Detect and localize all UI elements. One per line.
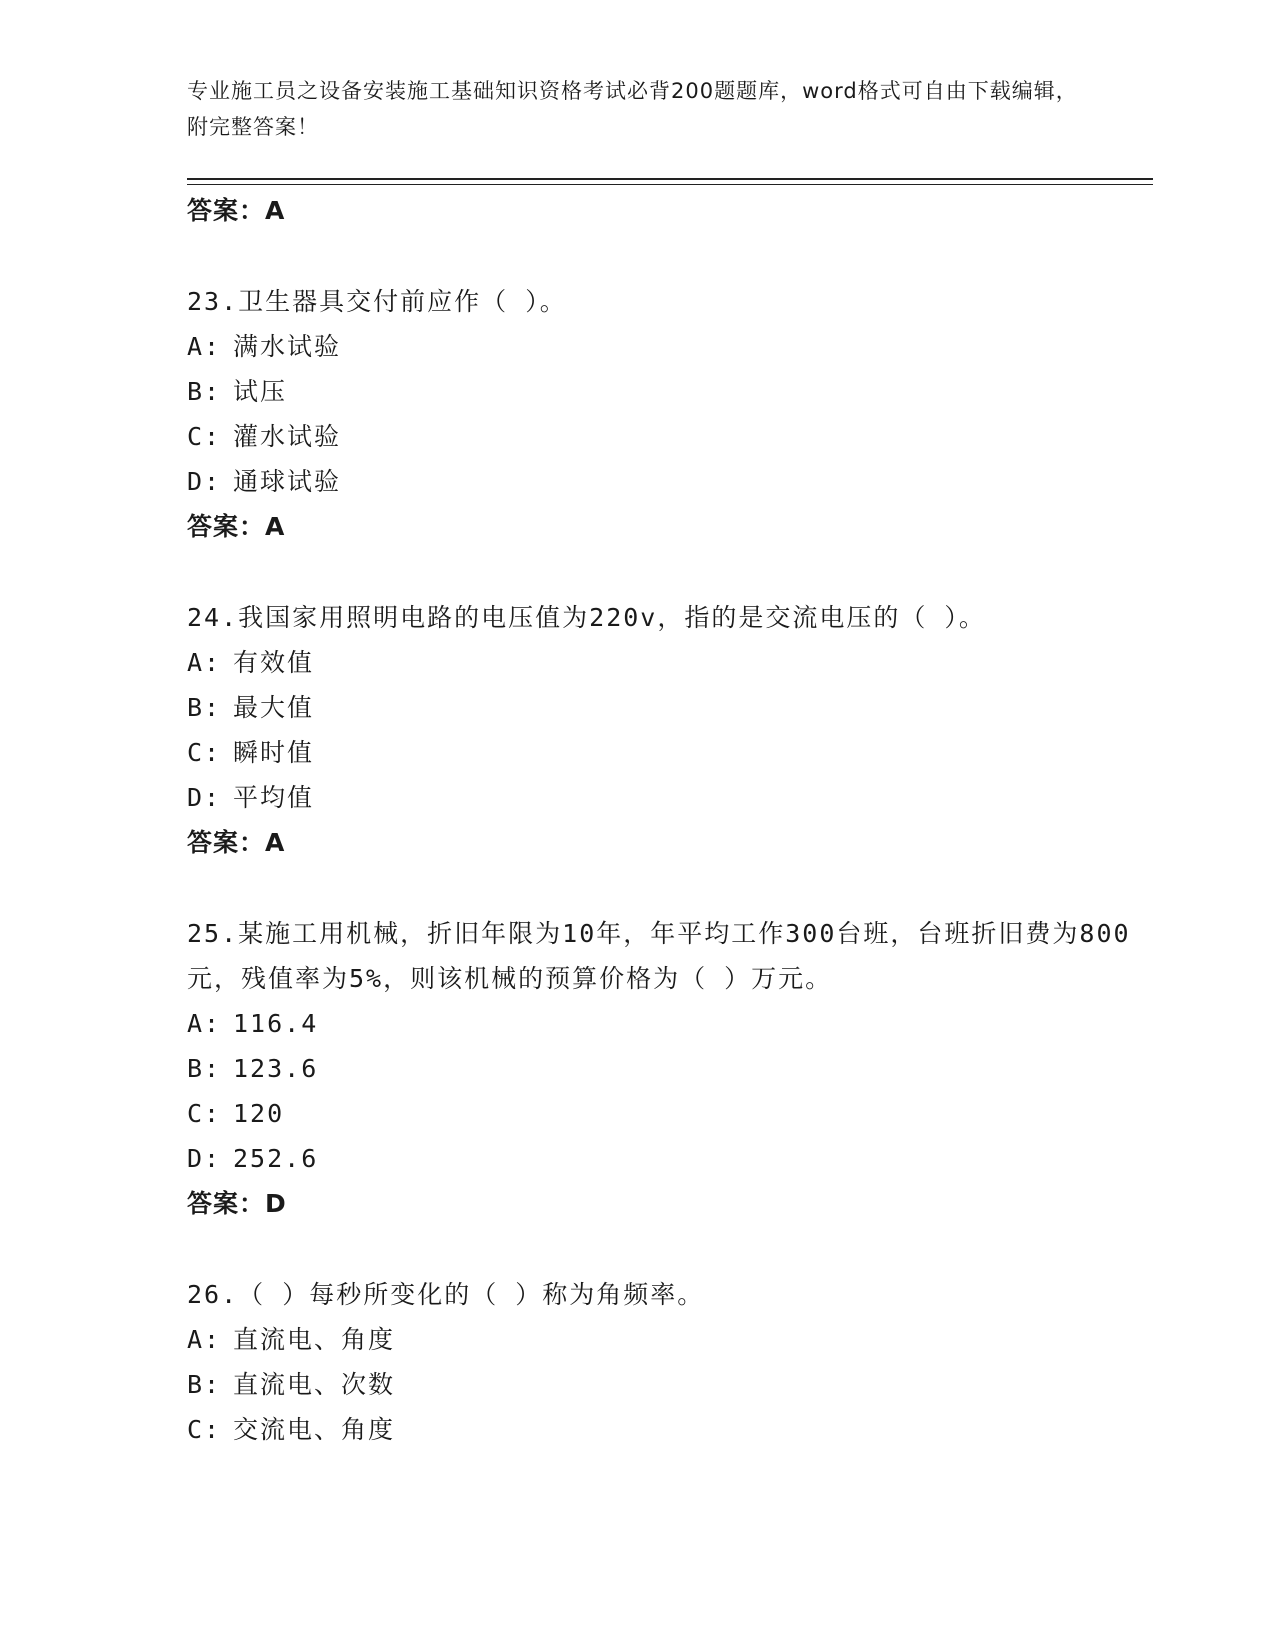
question-number: 26. (187, 1280, 239, 1309)
answer-value: D (265, 1189, 287, 1218)
option-line (187, 1362, 1147, 1407)
option-line (187, 1001, 1147, 1046)
option-letter: B: (187, 377, 222, 406)
option-line (187, 730, 1147, 775)
answer-prefix: 答案： (187, 1189, 266, 1218)
option-text: 满水试验 (233, 332, 342, 361)
option-line (187, 414, 1147, 459)
question-text (187, 1272, 1147, 1317)
document-header: 专业施工员之设备安装施工基础知识资格考试必背200题题库，word格式可自由下载编辑，附完整答案！ (187, 79, 1078, 139)
question-stem: 卫生器具交付前应作（ ）。 (238, 287, 567, 316)
option-text: 252.6 (233, 1144, 319, 1173)
option-text: 交流电、角度 (233, 1415, 396, 1444)
question-stem: （ ）每秒所变化的（ ）称为角频率。 (238, 1280, 705, 1309)
option-text: 有效值 (233, 648, 315, 677)
question-number: 24. (187, 603, 239, 632)
option-letter: A: (187, 332, 222, 361)
question-stem: 我国家用照明电路的电压值为220v，指的是交流电压的（ ）。 (238, 603, 986, 632)
option-line (187, 1407, 1147, 1452)
option-text: 直流电、角度 (233, 1325, 396, 1354)
option-letter: A: (187, 1325, 222, 1354)
option-line (187, 369, 1147, 414)
spacer (187, 549, 1147, 595)
option-line (187, 1046, 1147, 1091)
question-block (187, 1272, 1147, 1452)
answer-line (187, 188, 1147, 233)
question-stem: 某施工用机械，折旧年限为10年，年平均工作300台班，台班折旧费为800元，残值率为5%，则该机械的预算价格为（ ）万元。 (187, 919, 1131, 993)
question-text (187, 595, 1147, 640)
answer-value: A (265, 512, 286, 541)
answer-prefix: 答案： (187, 828, 266, 857)
option-letter: C: (187, 738, 222, 767)
answer-line (187, 1181, 1147, 1226)
option-line (187, 1317, 1147, 1362)
question-text (187, 911, 1147, 1001)
question-number: 23. (187, 287, 239, 316)
answer-value: A (265, 828, 286, 857)
answer-prefix: 答案： (187, 512, 266, 541)
option-letter: C: (187, 422, 222, 451)
question-block (187, 595, 1147, 911)
option-text: 直流电、次数 (233, 1370, 396, 1399)
option-text: 123.6 (233, 1054, 319, 1083)
option-text: 120 (233, 1099, 285, 1128)
option-line (187, 324, 1147, 369)
option-letter: B: (187, 1054, 222, 1083)
option-line (187, 775, 1147, 820)
option-text: 灌水试验 (233, 422, 342, 451)
option-text: 通球试验 (233, 467, 342, 496)
option-line (187, 685, 1147, 730)
spacer (187, 865, 1147, 911)
option-line (187, 459, 1147, 504)
option-line (187, 640, 1147, 685)
option-text: 平均值 (233, 783, 315, 812)
answer-value: A (265, 196, 286, 225)
option-letter: A: (187, 648, 222, 677)
option-line (187, 1091, 1147, 1136)
answer-prefix: 答案： (187, 196, 266, 225)
question-list (187, 188, 1147, 1452)
header-rule-thin (187, 184, 1153, 185)
question-block (187, 279, 1147, 595)
answer-line (187, 504, 1147, 549)
option-letter: C: (187, 1415, 222, 1444)
option-letter: B: (187, 693, 222, 722)
header-rule-thick (187, 178, 1153, 180)
option-text: 最大值 (233, 693, 315, 722)
question-text (187, 279, 1147, 324)
option-letter: D: (187, 783, 222, 812)
option-letter: D: (187, 467, 222, 496)
option-letter: C: (187, 1099, 222, 1128)
option-text: 瞬时值 (233, 738, 315, 767)
option-letter: B: (187, 1370, 222, 1399)
option-letter: D: (187, 1144, 222, 1173)
question-number: 25. (187, 919, 239, 948)
option-line (187, 1136, 1147, 1181)
answer-line (187, 820, 1147, 865)
question-block (187, 911, 1147, 1272)
option-text: 116.4 (233, 1009, 319, 1038)
option-letter: A: (187, 1009, 222, 1038)
spacer (187, 233, 1147, 279)
spacer (187, 1226, 1147, 1272)
option-text: 试压 (233, 377, 288, 406)
